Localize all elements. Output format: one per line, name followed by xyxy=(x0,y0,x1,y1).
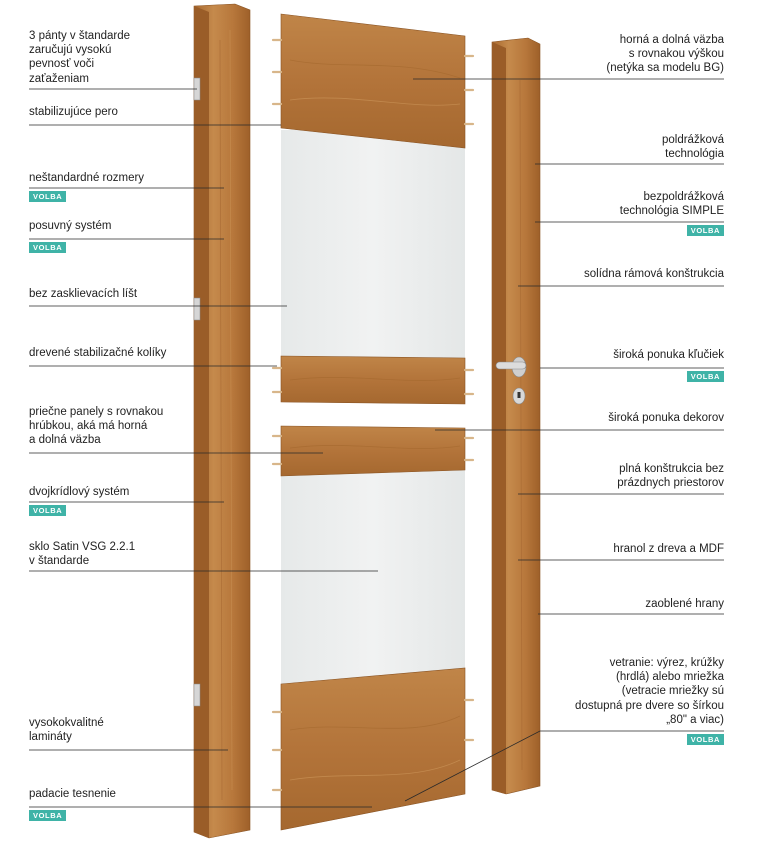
label-tesnenie: padacie tesnenie xyxy=(29,788,116,800)
volba-badge-posuvny: VOLBA xyxy=(29,242,66,253)
volba-badge-bezpoldrazkova: VOLBA xyxy=(687,225,724,236)
label-poldrazkova: poldrážková technológia xyxy=(661,134,724,161)
label-bezpoldrazkova: bezpoldrážková technológia SIMPLE xyxy=(619,191,724,218)
volba-badge-rozmery: VOLBA xyxy=(29,191,66,202)
label-klucky: široká ponuka kľučiek xyxy=(613,349,724,361)
left-stile xyxy=(194,4,250,838)
label-koliky: drevené stabilizačné kolíky xyxy=(29,347,167,359)
label-hranol: hranol z dreva a MDF xyxy=(613,543,724,555)
volba-badge-tesnenie: VOLBA xyxy=(29,810,66,821)
label-panely: priečne panely s rovnakou hrúbkou, aká má horná a dolná väzba xyxy=(29,406,164,447)
keyhole-escutcheon xyxy=(513,388,525,404)
label-panty: 3 pánty v štandarde zaručujú vysokú pevnosť voči zaťaženiam xyxy=(29,30,131,85)
label-hrany: zaoblené hrany xyxy=(645,598,724,610)
label-pero: stabilizujúce pero xyxy=(29,106,118,118)
label-ramova: solídna rámová konštrukcia xyxy=(584,268,724,280)
label-vazba: horná a dolná väzba s rovnakou výškou (netýka sa modelu BG) xyxy=(606,34,724,75)
label-laminaty: vysokokvalitné lamináty xyxy=(29,717,104,744)
right-stile xyxy=(492,38,540,794)
volba-badge-dvojkridlovy: VOLBA xyxy=(29,505,66,516)
label-dvojkridlovy: dvojkrídlový systém xyxy=(29,486,130,498)
label-plna: plná konštrukcia bez prázdnych priestorov xyxy=(617,463,724,490)
label-posuvny: posuvný systém xyxy=(29,220,112,232)
volba-badge-vetranie: VOLBA xyxy=(687,734,724,745)
label-rozmery: neštandardné rozmery xyxy=(29,172,145,184)
label-dekory: široká ponuka dekorov xyxy=(608,412,724,424)
label-vetranie: vetranie: výrez, krúžky (hrdlá) alebo mriežka (vetracie mriežky sú dostupná pre dvere so šírkou „80" a viac) xyxy=(575,657,724,726)
label-listy: bez zasklievacích líšt xyxy=(29,288,138,300)
middle-panel xyxy=(273,14,473,830)
label-sklo: sklo Satin VSG 2.2.1 v štandarde xyxy=(29,541,136,568)
volba-badge-klucky: VOLBA xyxy=(687,371,724,382)
